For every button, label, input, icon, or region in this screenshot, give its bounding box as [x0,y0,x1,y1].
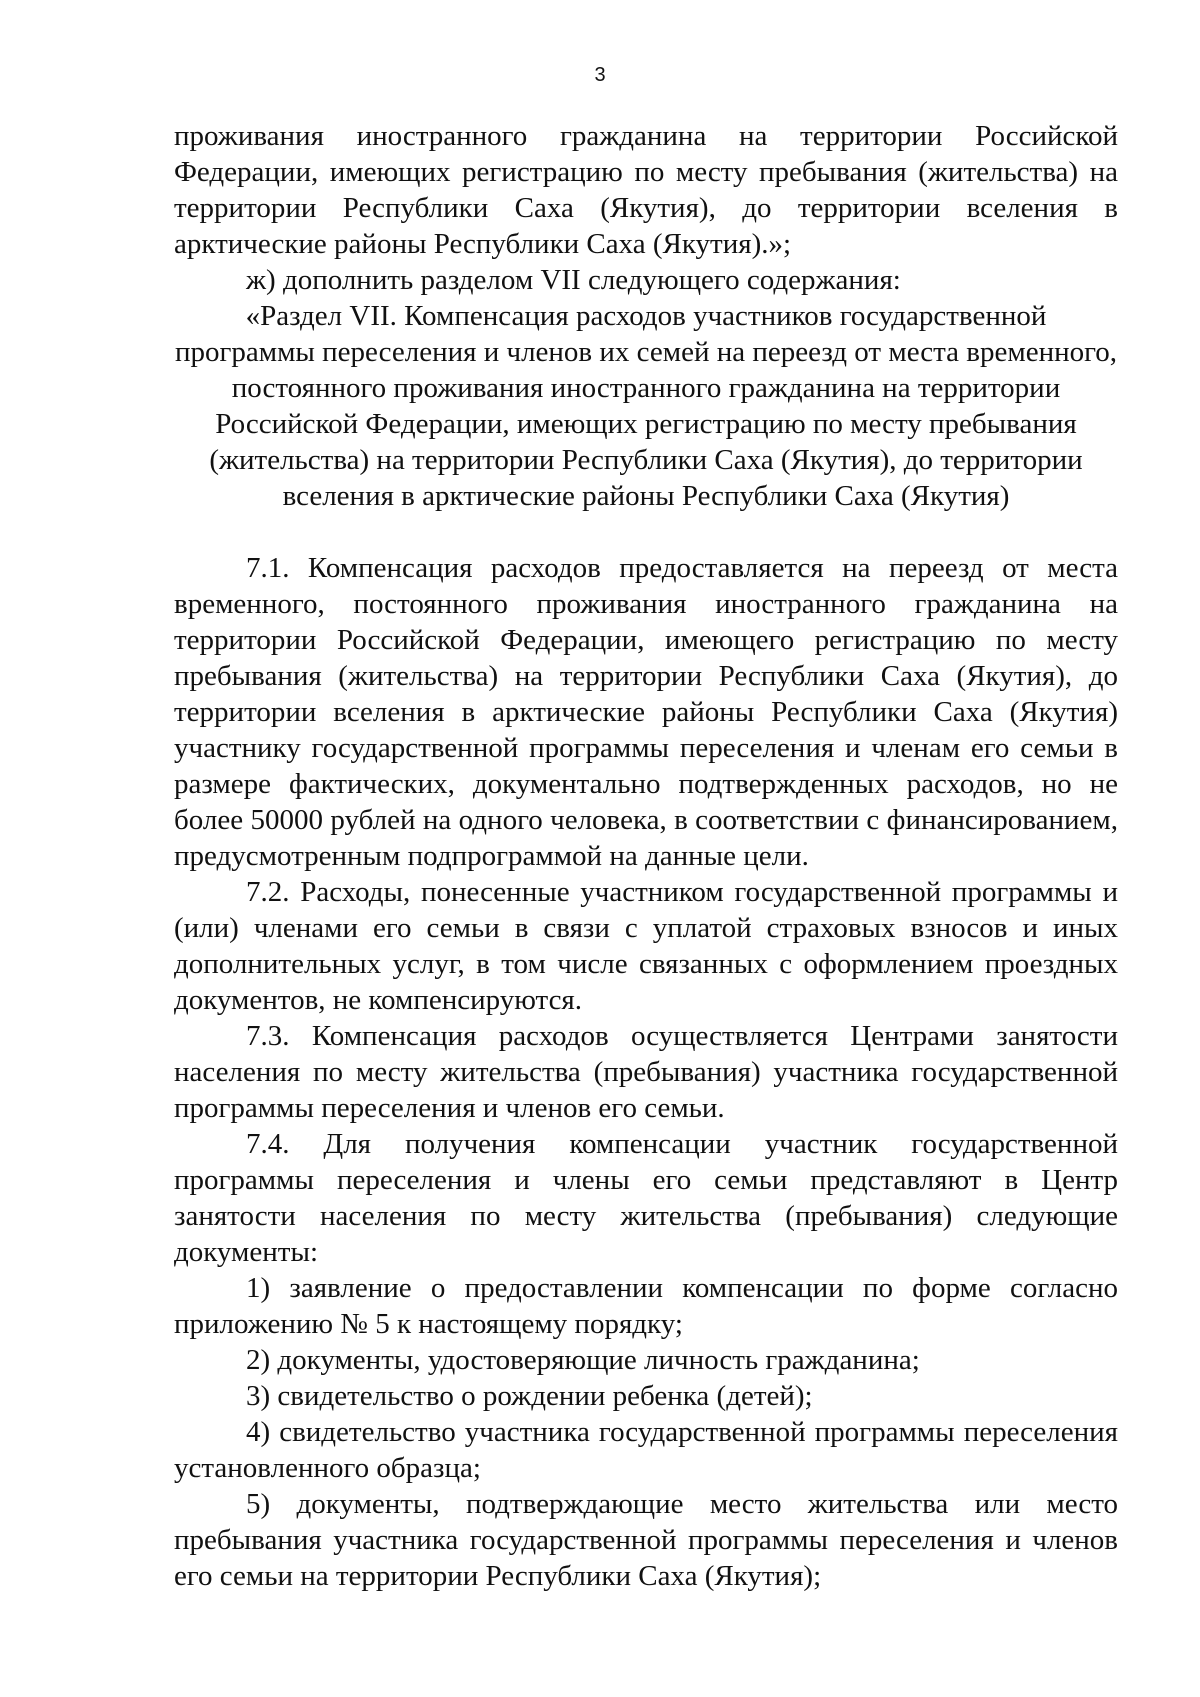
list-item: 1) заявление о предоставлении компенсации по форме согласно приложению № 5 к настоящему порядку; [174,1272,1118,1340]
list-item: 5) документы, подтверждающие место жительства или место пребывания участника государственной программы переселения и членов его семьи на территории Республики Саха (Якутия); [174,1488,1118,1592]
section-heading [174,298,1118,514]
section-heading-line: постоянного проживания иностранного гражданина на территории [231,372,1061,404]
clause-7-4: 7.4. Для получения компенсации участник государственной программы переселения и члены его семьи представляют в Центр занятости населения по месту жительства (пребывания) следующие документы: [174,1128,1118,1268]
amendment-paragraph: ж) дополнить разделом VII следующего содержания: [246,264,901,296]
list-item: 4) свидетельство участника государственной программы переселения установленного образца; [174,1416,1118,1484]
section-heading-line: программы переселения и членов их семей на переезд от места временного, [174,336,1118,368]
clause-7-1: 7.1. Компенсация расходов предоставляется на переезд от места временного, постоянного проживания иностранного гражданина на территории Российской Федерации, имеющего регистрацию по месту пребывания (жительства) на территории Республики Саха (Якутия), до территории вселения в арктические районы Республики Саха (Якутия) участнику государственной программы переселения и членам его семьи в размере фактических, документально подтвержденных расходов, но не более 50000 рублей на одного человека, в соответствии с финансированием, предусмотренным подпрограммой на данные цели. [174,552,1118,872]
documents-list [174,1270,1118,1594]
page-number: 3 [594,64,606,86]
intro-paragraph: проживания иностранного гражданина на территории Российской Федерации, имеющих регистрацию по месту пребывания (жительства) на территории Республики Саха (Якутия), до территории вселения в арктические районы Республики Саха (Якутия).»; [174,120,1118,260]
section-heading-line: «Раздел VII. Компенсация расходов участников государственной [245,300,1047,332]
clause-7-2: 7.2. Расходы, понесенные участником государственной программы и (или) членами его семьи в связи с уплатой страховых взносов и иных дополнительных услуг, в том числе связанных с оформлением проездных документов, не компенсируются. [174,876,1118,1016]
list-item: 2) документы, удостоверяющие личность гражданина; [246,1344,920,1376]
clause-7-3: 7.3. Компенсация расходов осуществляется Центрами занятости населения по месту жительства (пребывания) участника государственной программы переселения и членов его семьи. [174,1020,1118,1124]
section-heading-line: Российской Федерации, имеющих регистрацию по месту пребывания [215,408,1077,440]
section-heading-line: вселения в арктические районы Республики Саха (Якутия) [282,480,1010,512]
section-heading-line: (жительства) на территории Республики Саха (Якутия), до территории [209,444,1083,476]
list-item: 3) свидетельство о рождении ребенка (детей); [246,1380,813,1412]
document-body [174,118,1118,1594]
